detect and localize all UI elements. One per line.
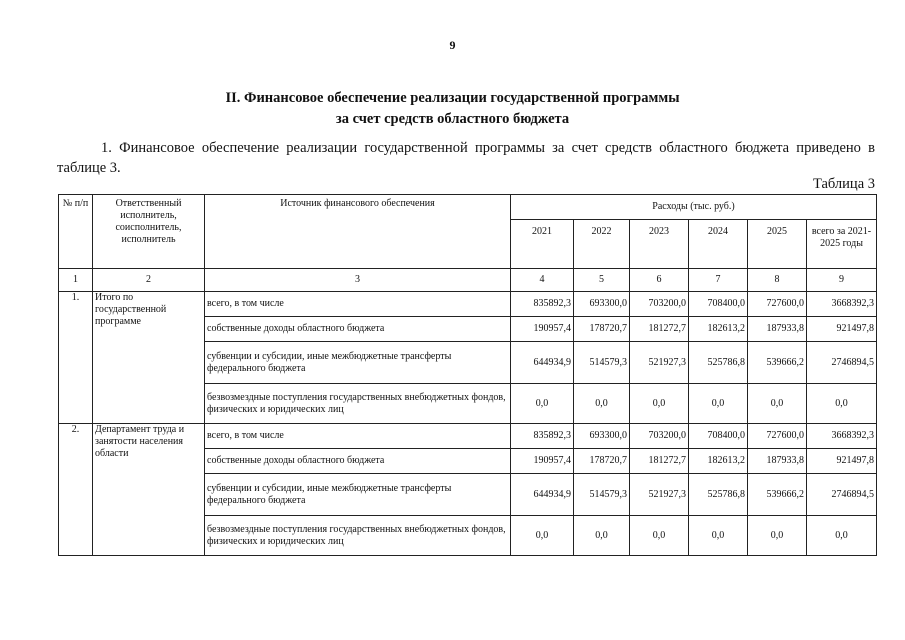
index-cell: 1 <box>59 269 93 292</box>
header-total: всего за 2021-2025 годы <box>807 220 877 269</box>
header-year-2021: 2021 <box>511 220 574 269</box>
value-cell: 0,0 <box>807 384 877 424</box>
header-executor: Ответственный исполнитель, соисполнитель, исполнитель <box>93 195 205 269</box>
source-cell: безвозмездные поступления государственных внебюджетных фондов, физических и юридических лиц <box>205 516 511 556</box>
value-cell: 2746894,5 <box>807 474 877 516</box>
value-cell: 539666,2 <box>748 342 807 384</box>
financing-table <box>58 194 877 556</box>
value-cell: 3668392,3 <box>807 292 877 317</box>
section-heading <box>0 88 905 130</box>
value-cell: 708400,0 <box>689 424 748 449</box>
value-cell: 190957,4 <box>511 317 574 342</box>
index-cell: 8 <box>748 269 807 292</box>
value-cell: 0,0 <box>574 384 630 424</box>
value-cell: 514579,3 <box>574 474 630 516</box>
value-cell: 539666,2 <box>748 474 807 516</box>
value-cell: 0,0 <box>574 516 630 556</box>
index-cell: 6 <box>630 269 689 292</box>
page-number: 9 <box>449 38 456 52</box>
source-cell: собственные доходы областного бюджета <box>205 449 511 474</box>
value-cell: 178720,7 <box>574 449 630 474</box>
value-cell: 0,0 <box>807 516 877 556</box>
value-cell: 708400,0 <box>689 292 748 317</box>
group-executor: Департамент труда и занятости населения области <box>93 424 205 556</box>
value-cell: 182613,2 <box>689 449 748 474</box>
value-cell: 0,0 <box>511 384 574 424</box>
index-cell: 5 <box>574 269 630 292</box>
value-cell: 178720,7 <box>574 317 630 342</box>
header-year-2025: 2025 <box>748 220 807 269</box>
value-cell: 644934,9 <box>511 474 574 516</box>
value-cell: 0,0 <box>689 516 748 556</box>
value-cell: 921497,8 <box>807 449 877 474</box>
header-source: Источник финансового обеспечения <box>205 195 511 269</box>
group-executor: Итого по государственной программе <box>93 292 205 424</box>
value-cell: 703200,0 <box>630 292 689 317</box>
value-cell: 0,0 <box>511 516 574 556</box>
value-cell: 187933,8 <box>748 317 807 342</box>
value-cell: 0,0 <box>630 516 689 556</box>
source-cell: всего, в том числе <box>205 292 511 317</box>
header-num: № п/п <box>59 195 93 269</box>
value-cell: 0,0 <box>630 384 689 424</box>
value-cell: 521927,3 <box>630 342 689 384</box>
value-cell: 835892,3 <box>511 292 574 317</box>
value-cell: 525786,8 <box>689 342 748 384</box>
value-cell: 514579,3 <box>574 342 630 384</box>
section-heading-line1: II. Финансовое обеспечение реализации государственной программы <box>225 90 680 106</box>
section-heading-line2: за счет средств областного бюджета <box>335 111 570 127</box>
table-row <box>59 292 877 317</box>
header-year-2024: 2024 <box>689 220 748 269</box>
table-row <box>59 424 877 449</box>
value-cell: 190957,4 <box>511 449 574 474</box>
value-cell: 703200,0 <box>630 424 689 449</box>
source-cell: всего, в том числе <box>205 424 511 449</box>
value-cell: 0,0 <box>689 384 748 424</box>
value-cell: 3668392,3 <box>807 424 877 449</box>
value-cell: 181272,7 <box>630 317 689 342</box>
value-cell: 521927,3 <box>630 474 689 516</box>
value-cell: 187933,8 <box>748 449 807 474</box>
value-cell: 0,0 <box>748 516 807 556</box>
index-cell: 9 <box>807 269 877 292</box>
index-cell: 3 <box>205 269 511 292</box>
value-cell: 181272,7 <box>630 449 689 474</box>
group-num: 2. <box>59 424 93 556</box>
value-cell: 525786,8 <box>689 474 748 516</box>
value-cell: 727600,0 <box>748 424 807 449</box>
source-cell: субвенции и субсидии, иные межбюджетные трансферты федерального бюджета <box>205 342 511 384</box>
value-cell: 921497,8 <box>807 317 877 342</box>
intro-paragraph: 1. Финансовое обеспечение реализации государственной программы за счет средств областного бюджета приведено в таблице 3. <box>57 140 875 176</box>
value-cell: 835892,3 <box>511 424 574 449</box>
source-cell: собственные доходы областного бюджета <box>205 317 511 342</box>
value-cell: 693300,0 <box>574 292 630 317</box>
value-cell: 0,0 <box>748 384 807 424</box>
value-cell: 2746894,5 <box>807 342 877 384</box>
index-cell: 7 <box>689 269 748 292</box>
header-year-2023: 2023 <box>630 220 689 269</box>
index-cell: 2 <box>93 269 205 292</box>
header-expenses: Расходы (тыс. руб.) <box>511 195 877 220</box>
index-row <box>59 269 877 292</box>
source-cell: субвенции и субсидии, иные межбюджетные трансферты федерального бюджета <box>205 474 511 516</box>
value-cell: 644934,9 <box>511 342 574 384</box>
value-cell: 693300,0 <box>574 424 630 449</box>
source-cell: безвозмездные поступления государственных внебюджетных фондов, физических и юридических лиц <box>205 384 511 424</box>
table-caption: Таблица 3 <box>812 176 875 192</box>
header-year-2022: 2022 <box>574 220 630 269</box>
index-cell: 4 <box>511 269 574 292</box>
value-cell: 182613,2 <box>689 317 748 342</box>
group-num: 1. <box>59 292 93 424</box>
value-cell: 727600,0 <box>748 292 807 317</box>
